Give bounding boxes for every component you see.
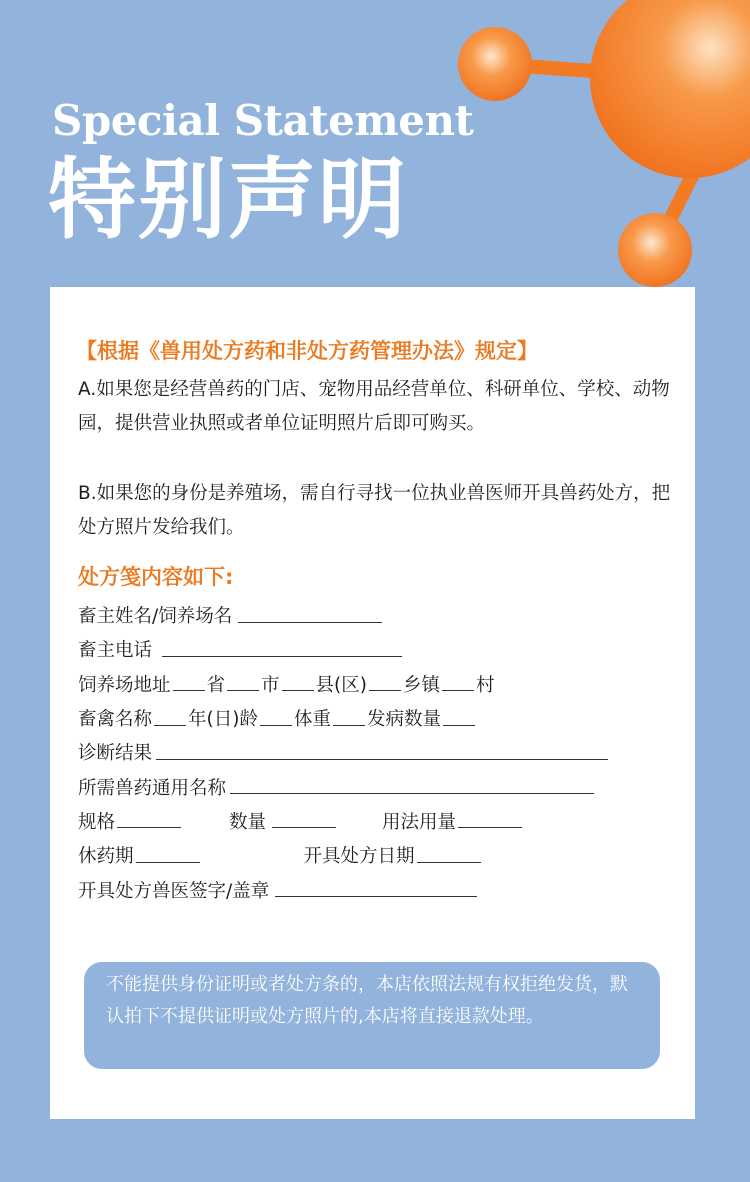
village-blank xyxy=(442,690,474,691)
field-row-owner-name xyxy=(78,598,610,632)
withdrawal-label: 休药期 xyxy=(78,846,134,868)
dosage-label: 用法用量 xyxy=(382,811,457,833)
regulation-heading: 【根据《兽用处方药和非处方药管理办法》规定】 xyxy=(76,339,538,363)
withdrawal-blank xyxy=(136,862,200,863)
prescription-form xyxy=(78,598,610,907)
vet-signature-blank xyxy=(275,896,477,897)
paragraph-a: A.如果您是经营兽药的门店、宠物用品经营单位、科研单位、学校、动物园，提供营业执照或者单位证明照片后即可购买。 xyxy=(78,379,670,434)
spec-blank xyxy=(117,827,181,828)
owner-name-blank xyxy=(238,622,382,623)
molecule-large-sphere xyxy=(590,0,750,178)
village-label: 村 xyxy=(476,674,495,696)
province-label: 省 xyxy=(206,674,226,696)
drug-name-blank xyxy=(230,793,594,794)
prescription-heading: 处方笺内容如下: xyxy=(78,565,234,589)
age-label: 年(日)龄 xyxy=(188,709,258,731)
city-blank xyxy=(227,690,259,691)
diagnosis-blank xyxy=(156,759,608,760)
town-blank xyxy=(369,690,401,691)
page-title-english: Special Statement xyxy=(52,96,474,145)
field-row-address xyxy=(78,667,610,701)
molecule-bottom-sphere xyxy=(618,213,692,287)
farm-address-label: 饲养场地址 xyxy=(78,674,171,696)
field-row-signature xyxy=(78,872,610,906)
rx-date-blank xyxy=(417,862,481,863)
paragraph-b: B.如果您的身份是养殖场，需自行寻找一位执业兽医师开具兽药处方，把处方照片发给我们。 xyxy=(78,483,671,538)
field-row-drug xyxy=(78,769,610,803)
age-blank xyxy=(260,725,292,726)
owner-name-label: 畜主姓名/饲养场名 xyxy=(78,606,233,628)
province-blank xyxy=(173,690,205,691)
county-blank xyxy=(282,690,314,691)
quantity-label: 数量 xyxy=(229,811,267,833)
statement-card xyxy=(50,287,695,1119)
town-label: 乡镇 xyxy=(402,674,440,696)
field-row-withdrawal xyxy=(78,838,610,872)
field-row-spec xyxy=(78,804,610,838)
diagnosis-label: 诊断结果 xyxy=(78,743,153,765)
county-label: 县(区) xyxy=(315,674,367,696)
owner-phone-label: 畜主电话 xyxy=(78,640,153,662)
weight-label: 体重 xyxy=(293,709,331,731)
animal-name-label: 畜禽名称 xyxy=(78,709,153,731)
spec-label: 规格 xyxy=(78,811,116,833)
drug-name-label: 所需兽药通用名称 xyxy=(78,777,227,799)
notice-box: 不能提供身份证明或者处方条的，本店依照法规有权拒绝发货，默认拍下不提供证明或处方照片的,本店将直接退款处理。 xyxy=(84,962,660,1069)
field-row-animal xyxy=(78,701,610,735)
dosage-blank xyxy=(458,827,522,828)
vet-signature-label: 开具处方兽医签字/盖章 xyxy=(78,880,270,902)
field-row-diagnosis xyxy=(78,735,610,769)
field-row-owner-phone xyxy=(78,632,610,666)
page-title-chinese: 特别声明 xyxy=(48,148,409,251)
sick-count-blank xyxy=(443,725,475,726)
city-label: 市 xyxy=(261,674,280,696)
sick-count-label: 发病数量 xyxy=(366,709,441,731)
molecule-top-sphere xyxy=(458,27,532,101)
quantity-blank xyxy=(272,827,336,828)
rx-date-label: 开具处方日期 xyxy=(303,846,415,868)
animal-name-blank xyxy=(154,725,186,726)
weight-blank xyxy=(333,725,365,726)
owner-phone-blank xyxy=(162,656,402,657)
